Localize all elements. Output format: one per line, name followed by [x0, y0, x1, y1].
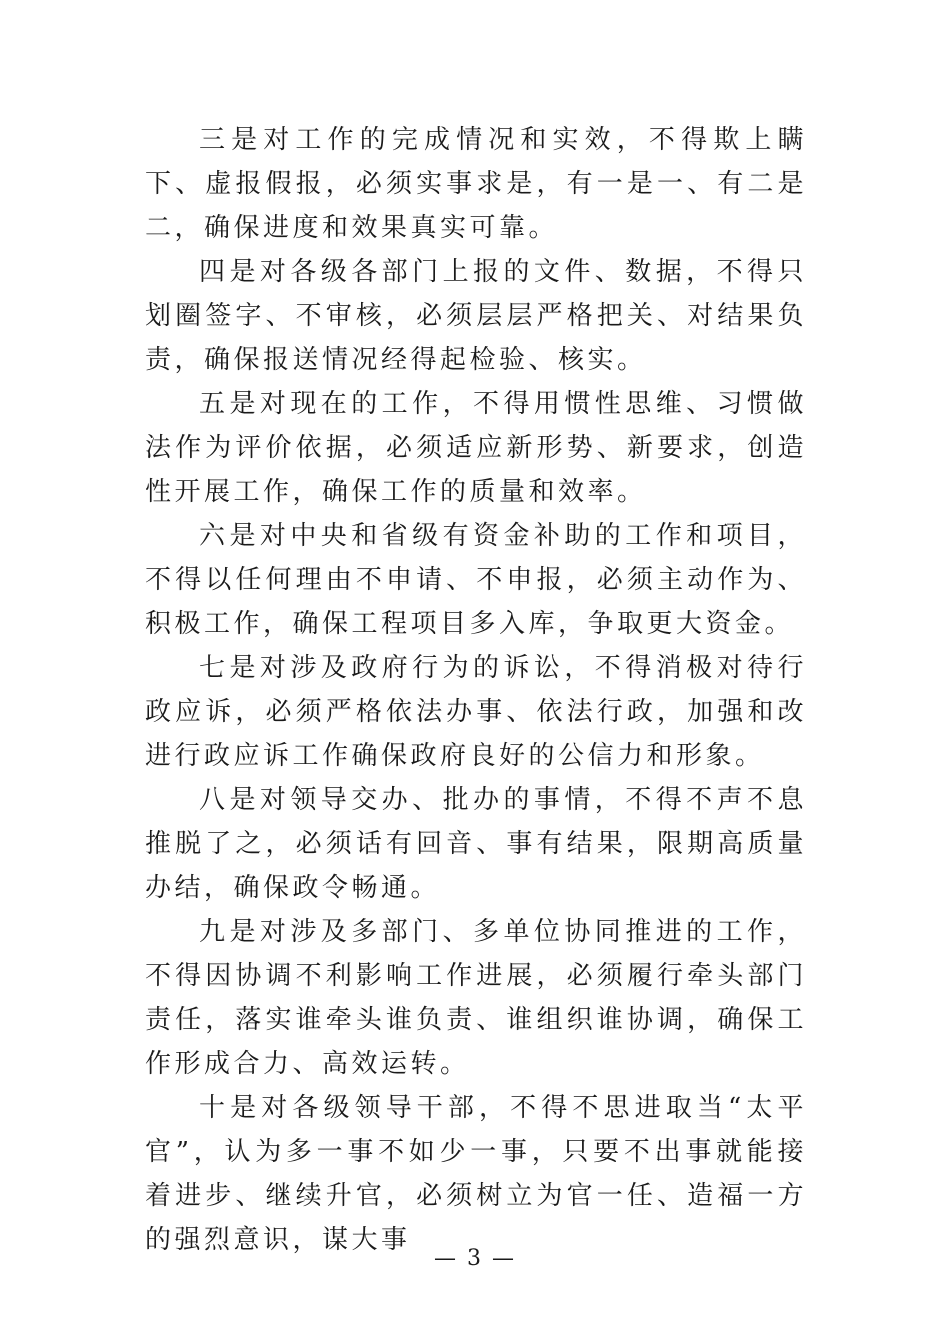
paragraph-5: 五是对现在的工作，不得用惯性思维、习惯做法作为评价依据，必须适应新形势、新要求，创造性开展工作，确保工作的质量和效率。: [145, 389, 807, 507]
document-body: [145, 118, 807, 1262]
paragraph-10: 十是对各级领导干部，不得不思进取当“太平官”，认为多一事不如少一事，只要不出事就能接着进步、继续升官，必须树立为官一任、造福一方的强烈意识，谋大事: [145, 1093, 807, 1255]
page-number: — 3 —: [434, 1246, 516, 1271]
paragraph-3: 三是对工作的完成情况和实效，不得欺上瞒下、虚报假报，必须实事求是，有一是一、有二是二，确保进度和效果真实可靠。: [145, 125, 807, 243]
paragraph-8: 八是对领导交办、批办的事情，不得不声不息推脱了之，必须话有回音、事有结果，限期高质量办结，确保政令畅通。: [145, 785, 807, 903]
paragraph-6: 六是对中央和省级有资金补助的工作和项目，不得以任何理由不申请、不申报，必须主动作为、积极工作，确保工程项目多入库，争取更大资金。: [145, 521, 807, 639]
paragraph-7: 七是对涉及政府行为的诉讼，不得消极对待行政应诉，必须严格依法办事、依法行政，加强和改进行政应诉工作确保政府良好的公信力和形象。: [145, 653, 807, 771]
paragraph-9: 九是对涉及多部门、多单位协同推进的工作，不得因协调不利影响工作进展，必须履行牵头部门责任，落实谁牵头谁负责、谁组织谁协调，确保工作形成合力、高效运转。: [145, 917, 807, 1079]
paragraph-4: 四是对各级各部门上报的文件、数据，不得只划圈签字、不审核，必须层层严格把关、对结果负责，确保报送情况经得起检验、核实。: [145, 257, 807, 375]
